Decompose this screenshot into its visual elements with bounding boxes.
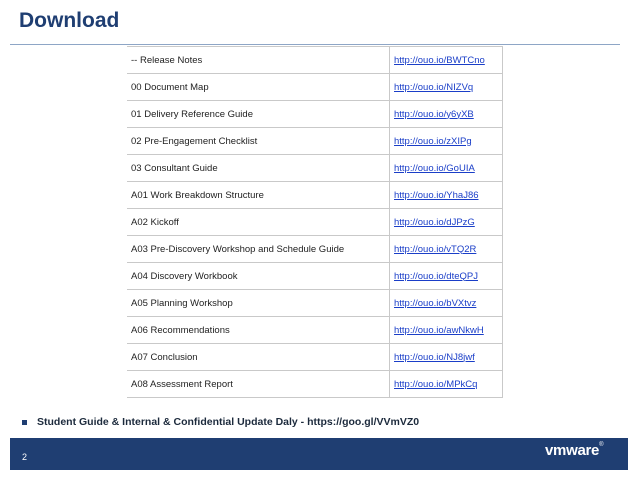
document-link-cell — [390, 263, 503, 290]
document-link[interactable]: http://ouo.io/awNkwH — [394, 324, 484, 336]
document-link[interactable]: http://ouo.io/dJPzG — [394, 216, 475, 228]
document-link[interactable]: http://ouo.io/zXIPg — [394, 135, 472, 147]
document-link-cell — [390, 344, 503, 371]
document-link-cell — [390, 371, 503, 398]
document-name: A06 Recommendations — [127, 317, 390, 344]
download-table — [127, 46, 503, 398]
logo-registered-mark: ® — [599, 442, 604, 448]
table-row — [127, 128, 503, 155]
table-row — [127, 371, 503, 398]
footer-bar — [10, 438, 628, 470]
document-link[interactable]: http://ouo.io/dteQPJ — [394, 270, 478, 282]
document-link[interactable]: http://ouo.io/y6yXB — [394, 108, 474, 120]
document-name: A05 Planning Workshop — [127, 290, 390, 317]
document-name: A04 Discovery Workbook — [127, 263, 390, 290]
document-name: 03 Consultant Guide — [127, 155, 390, 182]
table-row — [127, 209, 503, 236]
document-link-cell — [390, 155, 503, 182]
document-link-cell — [390, 101, 503, 128]
document-link-cell — [390, 182, 503, 209]
bullet-item — [22, 416, 419, 428]
document-link-cell — [390, 290, 503, 317]
document-name: A07 Conclusion — [127, 344, 390, 371]
document-link[interactable]: http://ouo.io/GoUIA — [394, 162, 475, 174]
document-name: 00 Document Map — [127, 74, 390, 101]
document-name: A02 Kickoff — [127, 209, 390, 236]
table-row — [127, 182, 503, 209]
document-link-cell — [390, 317, 503, 344]
document-link[interactable]: http://ouo.io/MPkCq — [394, 378, 478, 390]
document-name: A03 Pre-Discovery Workshop and Schedule Guide — [127, 236, 390, 263]
document-link-cell — [390, 209, 503, 236]
document-link[interactable]: http://ouo.io/NIZVq — [394, 81, 474, 93]
page-number: 2 — [22, 452, 28, 462]
table-row — [127, 263, 503, 290]
document-link[interactable]: http://ouo.io/BWTCno — [394, 54, 485, 66]
document-link-cell — [390, 74, 503, 101]
document-name: 01 Delivery Reference Guide — [127, 101, 390, 128]
document-link-cell — [390, 128, 503, 155]
table-row — [127, 236, 503, 263]
document-link[interactable]: http://ouo.io/vTQ2R — [394, 243, 477, 255]
table-row — [127, 74, 503, 101]
table-row — [127, 47, 503, 74]
document-name: A08 Assessment Report — [127, 371, 390, 398]
document-link-cell — [390, 47, 503, 74]
document-name: A01 Work Breakdown Structure — [127, 182, 390, 209]
document-link-cell — [390, 236, 503, 263]
bullet-square-icon — [22, 420, 27, 425]
vmware-logo — [545, 442, 603, 459]
document-name: -- Release Notes — [127, 47, 390, 74]
title-divider — [10, 44, 620, 45]
bullet-text: Student Guide & Internal & Confidential Update Daly - https://goo.gl/VVmVZ0 — [37, 416, 420, 428]
table-row — [127, 317, 503, 344]
document-link[interactable]: http://ouo.io/bVXtvz — [394, 297, 477, 309]
table-row — [127, 290, 503, 317]
table-row — [127, 155, 503, 182]
document-link[interactable]: http://ouo.io/YhaJ86 — [394, 189, 479, 201]
table-row — [127, 344, 503, 371]
document-name: 02 Pre-Engagement Checklist — [127, 128, 390, 155]
slide-title: Download — [19, 9, 120, 32]
logo-text: vmware — [545, 442, 600, 459]
document-link[interactable]: http://ouo.io/NJ8jwf — [394, 351, 475, 363]
table-row — [127, 101, 503, 128]
